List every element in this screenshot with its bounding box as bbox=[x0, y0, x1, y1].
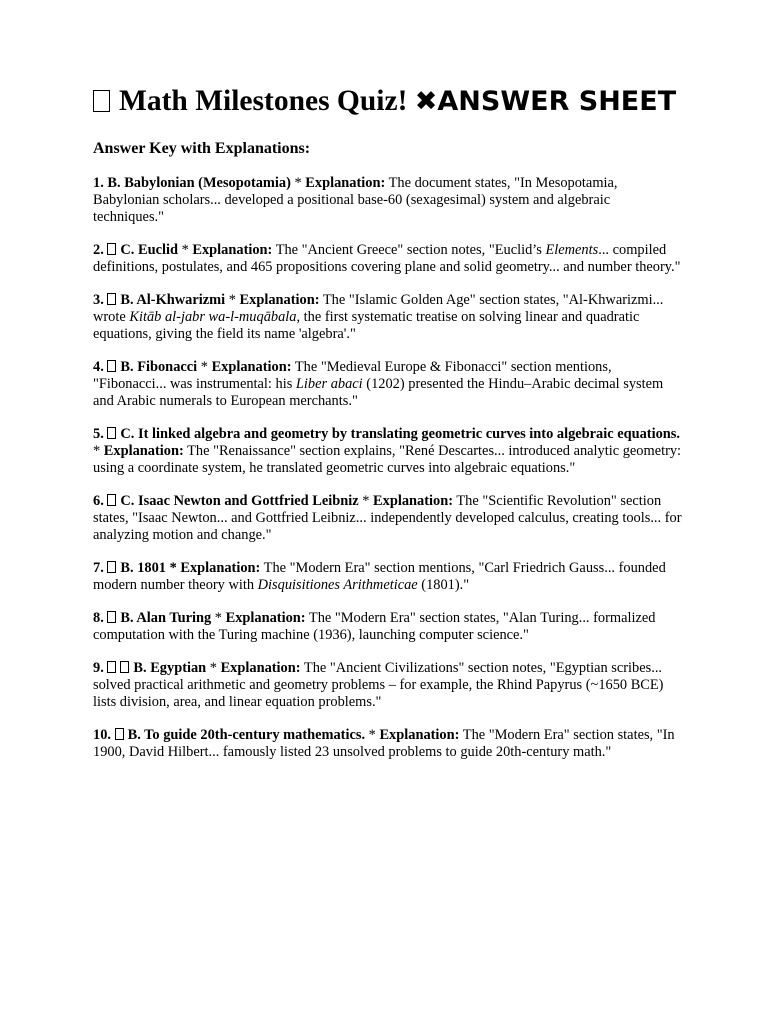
missing-emoji-box-icon bbox=[107, 427, 116, 439]
explanation-label: Explanation: bbox=[373, 493, 454, 509]
answer-choice: B. 1801 * Explanation: bbox=[120, 560, 261, 576]
answer-separator: * bbox=[290, 175, 306, 191]
answer-choice: B. Fibonacci bbox=[120, 359, 198, 375]
answer-choice: B. Al-Khwarizmi bbox=[120, 292, 226, 308]
explanation-label: Explanation: bbox=[239, 292, 320, 308]
explanation-label: Explanation: bbox=[225, 610, 306, 626]
answer-item bbox=[93, 610, 683, 644]
explanation-text: The "Medieval Europe & Fibonacci" section mentions, "Fibonacci... was instrumental: his bbox=[93, 359, 612, 392]
answer-choice: B. To guide 20th-century mathematics. bbox=[127, 727, 366, 743]
answer-choice: C. Euclid bbox=[120, 242, 178, 258]
explanation-text: ... compiled definitions, postulates, and 465 propositions covering plane and solid geometry... and number theory." bbox=[93, 242, 681, 275]
answer-separator: * bbox=[93, 443, 104, 459]
missing-emoji-box-icon bbox=[107, 293, 116, 305]
answer-item bbox=[93, 359, 683, 410]
explanation-title-italic: Liber abaci bbox=[295, 376, 363, 392]
explanation-label: Explanation: bbox=[103, 443, 184, 459]
answer-number: 6. bbox=[93, 493, 104, 509]
explanation-text: The "Modern Era" section states, "Alan Turing... formalized computation with the Turing machine (1936), launching computer science." bbox=[93, 610, 656, 643]
answer-number: 3. bbox=[93, 292, 104, 308]
answer-item bbox=[93, 426, 683, 477]
answer-separator: * bbox=[225, 292, 240, 308]
missing-emoji-box-icon bbox=[107, 611, 116, 623]
explanation-text: The "Renaissance" section explains, "René Descartes... introduced analytic geometry: using a coordinate system, he translated geometric curves into algebraic equations." bbox=[93, 443, 682, 476]
page-title bbox=[93, 84, 683, 119]
explanation-text: The document states, "In Mesopotamia, Babylonian scholars... developed a positional base-60 (sexagesimal) system and algebraic techniques." bbox=[93, 175, 618, 225]
explanation-text: The "Modern Era" section states, "In 1900, David Hilbert... famously listed 23 unsolved problems to guide 20th-century math." bbox=[93, 727, 675, 760]
section-heading: Answer Key with Explanations: bbox=[93, 140, 311, 157]
answer-number: 5. bbox=[93, 426, 104, 442]
answer-choice: C. It linked algebra and geometry by translating geometric curves into algebraic equations. bbox=[120, 426, 680, 442]
explanation-text: The "Modern Era" section mentions, "Carl Friedrich Gauss... founded modern number theory with bbox=[93, 560, 666, 593]
answer-number: 2. bbox=[93, 242, 104, 258]
missing-emoji-box-icon bbox=[115, 728, 124, 740]
answer-separator: * bbox=[358, 493, 374, 509]
explanation-text: (1202) presented the Hindu–Arabic decimal system and Arabic numerals to European merchants." bbox=[93, 376, 664, 409]
missing-emoji-box-icon bbox=[107, 494, 116, 506]
explanation-text: The "Islamic Golden Age" section states, "Al-Khwarizmi... wrote bbox=[93, 292, 664, 325]
answer-separator: * bbox=[206, 660, 221, 676]
answer-choice: B. Babylonian (Mesopotamia) bbox=[107, 175, 291, 191]
answer-item bbox=[93, 560, 683, 594]
explanation-text: (1801)." bbox=[417, 577, 470, 593]
explanation-label: Explanation: bbox=[192, 242, 273, 258]
explanation-title-italic: Kitāb al-jabr wa-l-muqābala bbox=[129, 309, 297, 325]
answer-separator: * bbox=[211, 610, 226, 626]
answer-number: 4. bbox=[93, 359, 104, 375]
answer-item bbox=[93, 242, 683, 276]
explanation-text: The "Ancient Greece" section notes, "Euclid’s bbox=[272, 242, 546, 258]
explanation-label: Explanation: bbox=[211, 359, 292, 375]
answer-number: 8. bbox=[93, 610, 104, 626]
missing-emoji-box-icon bbox=[107, 360, 116, 372]
answer-number: 9. bbox=[93, 660, 104, 676]
answer-separator: * bbox=[197, 359, 212, 375]
answer-separator: * bbox=[365, 727, 380, 743]
answer-choice: B. Alan Turing bbox=[120, 610, 212, 626]
answer-choice: C. Isaac Newton and Gottfried Leibniz bbox=[120, 493, 359, 509]
answer-item bbox=[93, 660, 683, 711]
explanation-text: , the first systematic treatise on solving linear and quadratic equations, giving the field its name 'algebra'." bbox=[93, 309, 640, 342]
document-body bbox=[93, 84, 683, 777]
answer-number: 10. bbox=[93, 727, 111, 743]
title-answer-sheet: ✖ANSWER SHEET bbox=[414, 86, 677, 117]
explanation-title-italic: Disquisitiones Arithmeticae bbox=[257, 577, 418, 593]
explanation-title-italic: Elements bbox=[545, 242, 599, 258]
explanation-label: Explanation: bbox=[220, 660, 301, 676]
missing-emoji-box-icon bbox=[93, 90, 110, 112]
answer-separator: * bbox=[177, 242, 193, 258]
missing-emoji-box-icon bbox=[107, 661, 116, 673]
explanation-text: The "Ancient Civilizations" section notes, "Egyptian scribes... solved practical arithmetic and geometry problems – for example, the Rhind Papyrus (~1650 BCE) lists division, area, and linear equation problems." bbox=[93, 660, 664, 710]
answer-item bbox=[93, 727, 683, 761]
answer-item bbox=[93, 175, 683, 226]
answer-list bbox=[93, 175, 683, 761]
answer-number: 1. bbox=[93, 175, 104, 191]
answer-item bbox=[93, 493, 683, 544]
answer-choice: B. Egyptian bbox=[133, 660, 207, 676]
answer-number: 7. bbox=[93, 560, 104, 576]
explanation-text: The "Scientific Revolution" section states, "Isaac Newton... and Gottfried Leibniz... independently developed calculus, creating tools... for analyzing motion and change." bbox=[93, 493, 682, 543]
explanation-label: Explanation: bbox=[305, 175, 386, 191]
missing-emoji-box-icon bbox=[107, 243, 116, 255]
explanation-label: Explanation: bbox=[379, 727, 460, 743]
title-text: Math Milestones Quiz! bbox=[119, 85, 408, 117]
answer-item bbox=[93, 292, 683, 343]
missing-emoji-box-icon bbox=[120, 661, 129, 673]
missing-emoji-box-icon bbox=[107, 561, 116, 573]
